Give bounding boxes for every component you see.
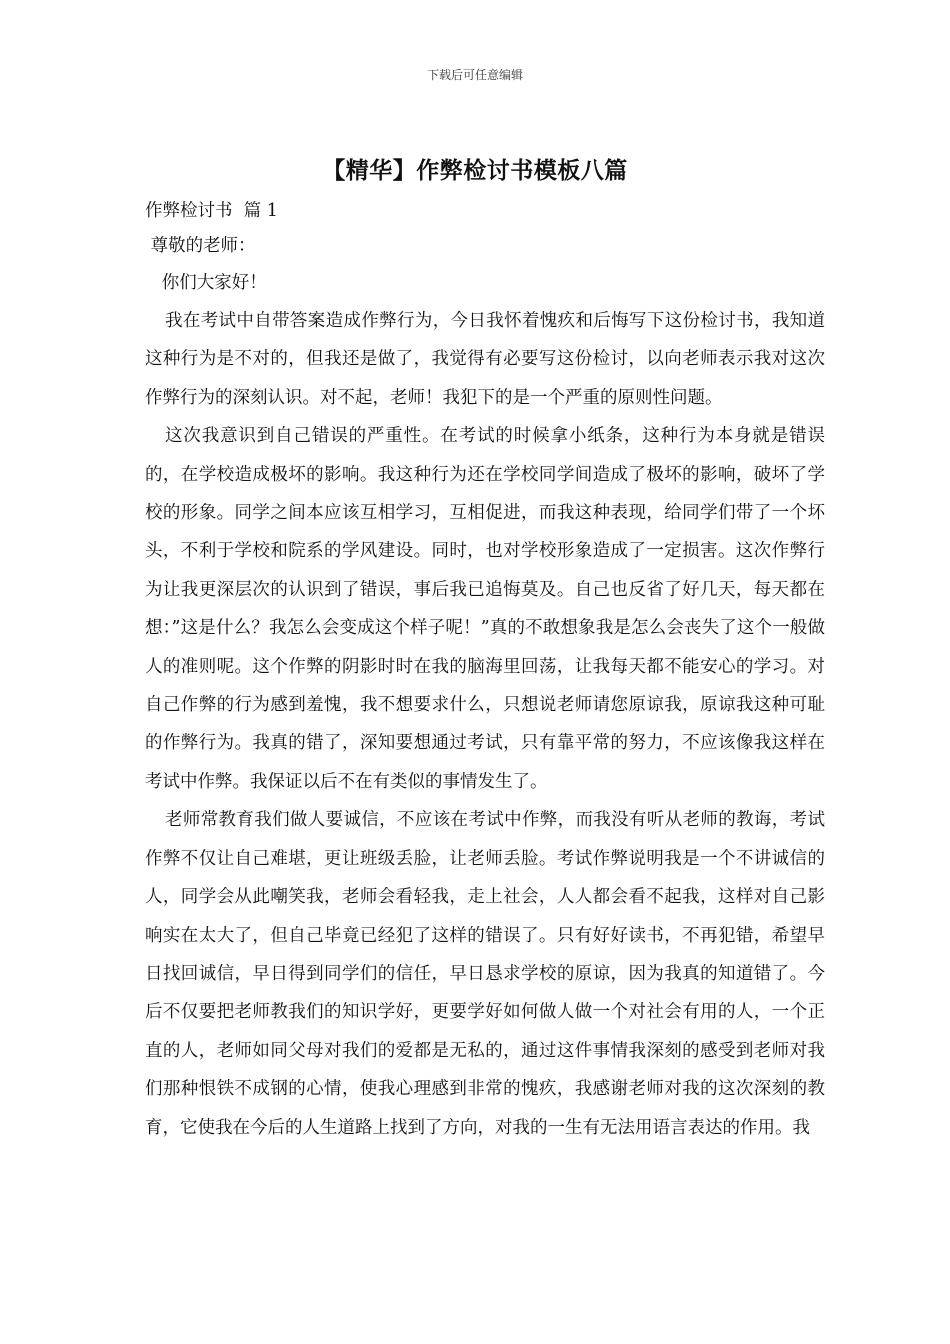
document-title: 【精华】作弊检讨书模板八篇	[322, 157, 628, 184]
page-header-note: 下载后可任意编辑	[426, 68, 523, 82]
paragraph-2: 这次我意识到自己错误的严重性。在考试的时候拿小纸条，这种行为本身就是错误的，在学校造成极坏的影响。我这种行为还在学校同学间造成了极坏的影响，破坏了学校的形象。同学之间本应该互相学习，互相促进，而我这种表现，给同学们带了一个坏头，不利于学校和院系的学风建设。同时，也对学校形象造成了一定损害。这次作弊行为让我更深层次的认识到了错误，事后我已追悔莫及。自己也反省了好几天，每天都在想：”这是什么？我怎么会变成这个样子呢！”真的不敢想象我是怎么会丧失了这个一般做人的准则呢。这个作弊的阴影时时在我的脑海里回荡，让我每天都不能安心的学习。对自己作弊的行为感到羞愧，我不想要求什么，只想说老师请您原谅我，原谅我这种可耻的作弊行为。我真的错了，深知要想通过考试，只有靠平常的努力，不应该像我这样在考试中作弊。我保证以后不在有类似的事情发生了。	[145, 426, 825, 792]
document-body	[145, 196, 825, 1147]
salutation: 尊敬的老师：	[145, 236, 256, 256]
paragraph-3: 老师常教育我们做人要诚信，不应该在考试中作弊，而我没有听从老师的教诲，考试作弊不仅让自己难堪，更让班级丢脸，让老师丢脸。考试作弊说明我是一个不讲诚信的人，同学会从此嘲笑我，老师会看轻我，走上社会，人人都会看不起我，这样对自己影响实在太大了，但自己毕竟已经犯了这样的错误了。只有好好读书，不再犯错，希望早日找回诚信，早日得到同学们的信任，早日恳求学校的原谅，因为我真的知道错了。今后不仅要把老师教我们的知识学好，更要学好如何做人做一个对社会有用的人，一个正直的人，老师如同父母对我们的爱都是无私的，通过这件事情我深刻的感受到老师对我们那种恨铁不成钢的心情，使我心理感到非常的愧疚，我感谢老师对我的这次深刻的教育，它使我在今后的人生道路上找到了方向，对我的一生有无法用语言表达的作用。我	[145, 810, 825, 1138]
greeting: 你们大家好！	[145, 273, 267, 293]
section-heading: 作弊检讨书 篇 1	[145, 201, 278, 221]
paragraph-1: 我在考试中自带答案造成作弊行为，今日我怀着愧疚和后悔写下这份检讨书，我知道这种行为是不对的，但我还是做了，我觉得有必要写这份检讨，以向老师表示我对这次作弊行为的深刻认识。对不起，老师！我犯下的是一个严重的原则性问题。	[145, 311, 825, 408]
